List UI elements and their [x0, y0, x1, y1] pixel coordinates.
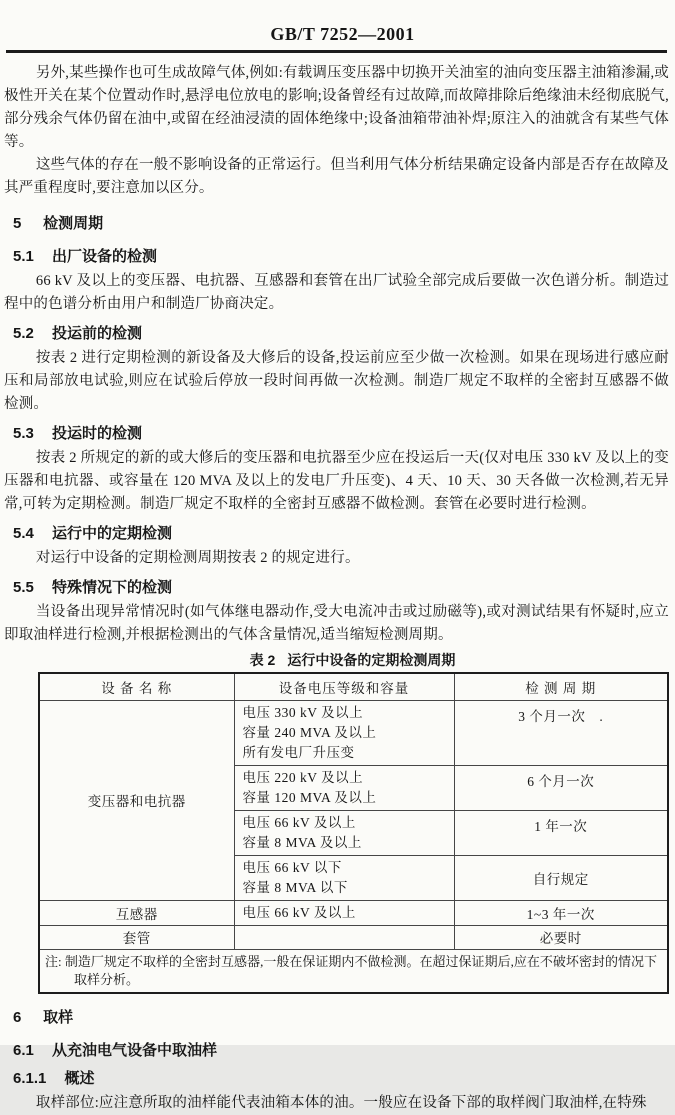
- section-5-1-heading: [4, 246, 669, 267]
- cell-device-transformer-reactor: 变压器和电抗器: [39, 700, 234, 900]
- table-header-row: [39, 673, 668, 700]
- table-2-title: [38, 651, 667, 669]
- spec-line: 电压 330 kV 及以上: [242, 704, 364, 720]
- paragraph-5-2: 按表 2 进行定期检测的新设备及大修后的设备,投运前应至少做一次检测。如果在现场进行感应耐压和局部放电试验,则应在试验后停放一段时间再做一次检测。制造厂规定不取样的全密封互感器不做检测。: [4, 350, 669, 412]
- section-5-5-number: 5.5: [13, 579, 34, 596]
- table-row-instrument-transformer: [39, 900, 668, 925]
- table-2-caption: 运行中设备的定期检测周期: [287, 652, 456, 668]
- cell-period-1-3-years: 1~3 年一次: [454, 900, 668, 925]
- spec-line: 所有发电厂升压变: [242, 744, 355, 760]
- section-6-1-number: 6.1: [13, 1041, 34, 1059]
- spec-line: 容量 8 MVA 及以上: [242, 834, 362, 850]
- spec-line: 电压 66 kV 及以上: [242, 904, 356, 920]
- paragraph-6-1-1: 取样部位:应注意所取的油样能代表油箱本体的油。一般应在设备下部的取样阀门取油样,在特殊: [35, 1094, 647, 1111]
- section-5-3-heading: [4, 423, 669, 444]
- cell-spec-330kv: [234, 700, 454, 765]
- section-6-heading: [4, 1007, 669, 1028]
- table-note: 注: 制造厂规定不取样的全密封互感器,一般在保证期内不做检测。在超过保证期后,应在不破坏密封的情况下取样分析。: [39, 949, 668, 993]
- section-5-1-number: 5.1: [13, 248, 34, 265]
- cell-period-3-months: 3 个月一次 .: [454, 700, 668, 765]
- section-5-title: 检测周期: [43, 215, 104, 232]
- paragraph-5-1: 66 kV 及以上的变压器、电抗器、互感器和套管在出厂试验全部完成后要做一次色谱分析。制造过程中的色谱分析由用户和制造厂协商决定。: [4, 273, 669, 312]
- spec-line: 电压 66 kV 以下: [242, 859, 342, 875]
- col-header-period: 检 测 周 期: [454, 673, 668, 700]
- paragraph-5-4: 对运行中设备的定期检测周期按表 2 的规定进行。: [35, 550, 360, 566]
- cell-device-instrument-transformer: 互感器: [39, 900, 234, 925]
- section-5-2-number: 5.2: [13, 325, 34, 342]
- cell-period-1-year: 1 年一次: [454, 810, 668, 855]
- section-5-2-heading: [4, 323, 669, 344]
- col-header-voltage-capacity: 设备电压等级和容量: [234, 673, 454, 700]
- spec-line: 容量 120 MVA 及以上: [242, 789, 377, 805]
- section-5-heading: [4, 213, 669, 234]
- section-5-2-title: 投运前的检测: [52, 325, 143, 342]
- col-header-device-name: 设 备 名 称: [39, 673, 234, 700]
- spec-line: 电压 66 kV 及以上: [242, 814, 356, 830]
- cell-period-self-defined: 自行规定: [454, 855, 668, 900]
- section-5-5-heading: [4, 577, 669, 598]
- section-5-5-title: 特殊情况下的检测: [52, 579, 173, 596]
- spec-line: 电压 220 kV 及以上: [242, 769, 364, 785]
- section-6-1-title: 从充油电气设备中取油样: [52, 1041, 218, 1059]
- cell-spec-instrument-transformer: [234, 900, 454, 925]
- section-5-3-number: 5.3: [13, 425, 34, 442]
- section-6-title: 取样: [43, 1008, 74, 1026]
- cell-spec-bushing-empty: [234, 925, 454, 949]
- paragraph-intro-1: 另外,某些操作也可生成故障气体,例如:有载调压变压器中切换开关油室的油向变压器主油箱渗漏,或极性开关在某个位置动作时,悬浮电位放电的影响;设备曾经有过故障,而故障排除后绝缘油未经彻底脱气,部分残余气体仍留在油中,或留在经油浸渍的固体绝缘中;设备油箱带油补焊;原注入的油就含有某些气体等。: [4, 65, 669, 150]
- section-5-3-title: 投运时的检测: [52, 425, 143, 442]
- header-rule: [6, 50, 667, 53]
- section-5-number: 5: [13, 215, 22, 232]
- cell-spec-220kv: [234, 765, 454, 810]
- cell-period-when-necessary: 必要时: [454, 925, 668, 949]
- section-6-1-1-number: 6.1.1: [13, 1069, 47, 1087]
- cell-spec-66kv-below: [234, 855, 454, 900]
- section-5-4-heading: [4, 523, 669, 544]
- spec-line: 容量 240 MVA 及以上: [242, 724, 377, 740]
- section-6-1-1-heading: [4, 1068, 669, 1089]
- cell-spec-66kv-above: [234, 810, 454, 855]
- paragraph-5-3: 按表 2 所规定的新的或大修后的变压器和电抗器至少应在投运后一天(仅对电压 330 kV 及以上的变压器和电抗器、或容量在 120 MVA 及以上的发电厂升压变)、4 天、10 天、30 天各做一次检测,若无异常,可转为定期检测。制造厂规定不取样的全密封互感器不做检测。套管在必要时进行检测。: [4, 450, 669, 512]
- standard-number-header: GB/T 7252—2001: [270, 24, 415, 44]
- table-row-bushing: [39, 925, 668, 949]
- section-5-4-number: 5.4: [13, 525, 34, 542]
- section-5-4-title: 运行中的定期检测: [52, 525, 173, 542]
- cell-period-6-months: 6 个月一次: [454, 765, 668, 810]
- paragraph-intro-2: 这些气体的存在一般不影响设备的正常运行。但当利用气体分析结果确定设备内部是否存在故障及其严重程度时,要注意加以区分。: [4, 157, 669, 196]
- section-6-1-1-title: 概述: [64, 1069, 95, 1087]
- table-row-330kv: [39, 700, 668, 765]
- cell-device-bushing: 套管: [39, 925, 234, 949]
- spec-line: 容量 8 MVA 以下: [242, 879, 348, 895]
- table-note-row: [39, 949, 668, 993]
- section-6-number: 6: [13, 1008, 22, 1026]
- table-2-label: 表 2: [249, 652, 276, 668]
- table-2: [38, 672, 669, 994]
- paragraph-5-5: 当设备出现异常情况时(如气体继电器动作,受大电流冲击或过励磁等),或对测试结果有怀疑时,应立即取油样进行检测,并根据检测出的气体含量情况,适当缩短检测周期。: [4, 604, 669, 643]
- section-5-1-title: 出厂设备的检测: [52, 248, 158, 265]
- section-6-1-heading: [4, 1040, 669, 1061]
